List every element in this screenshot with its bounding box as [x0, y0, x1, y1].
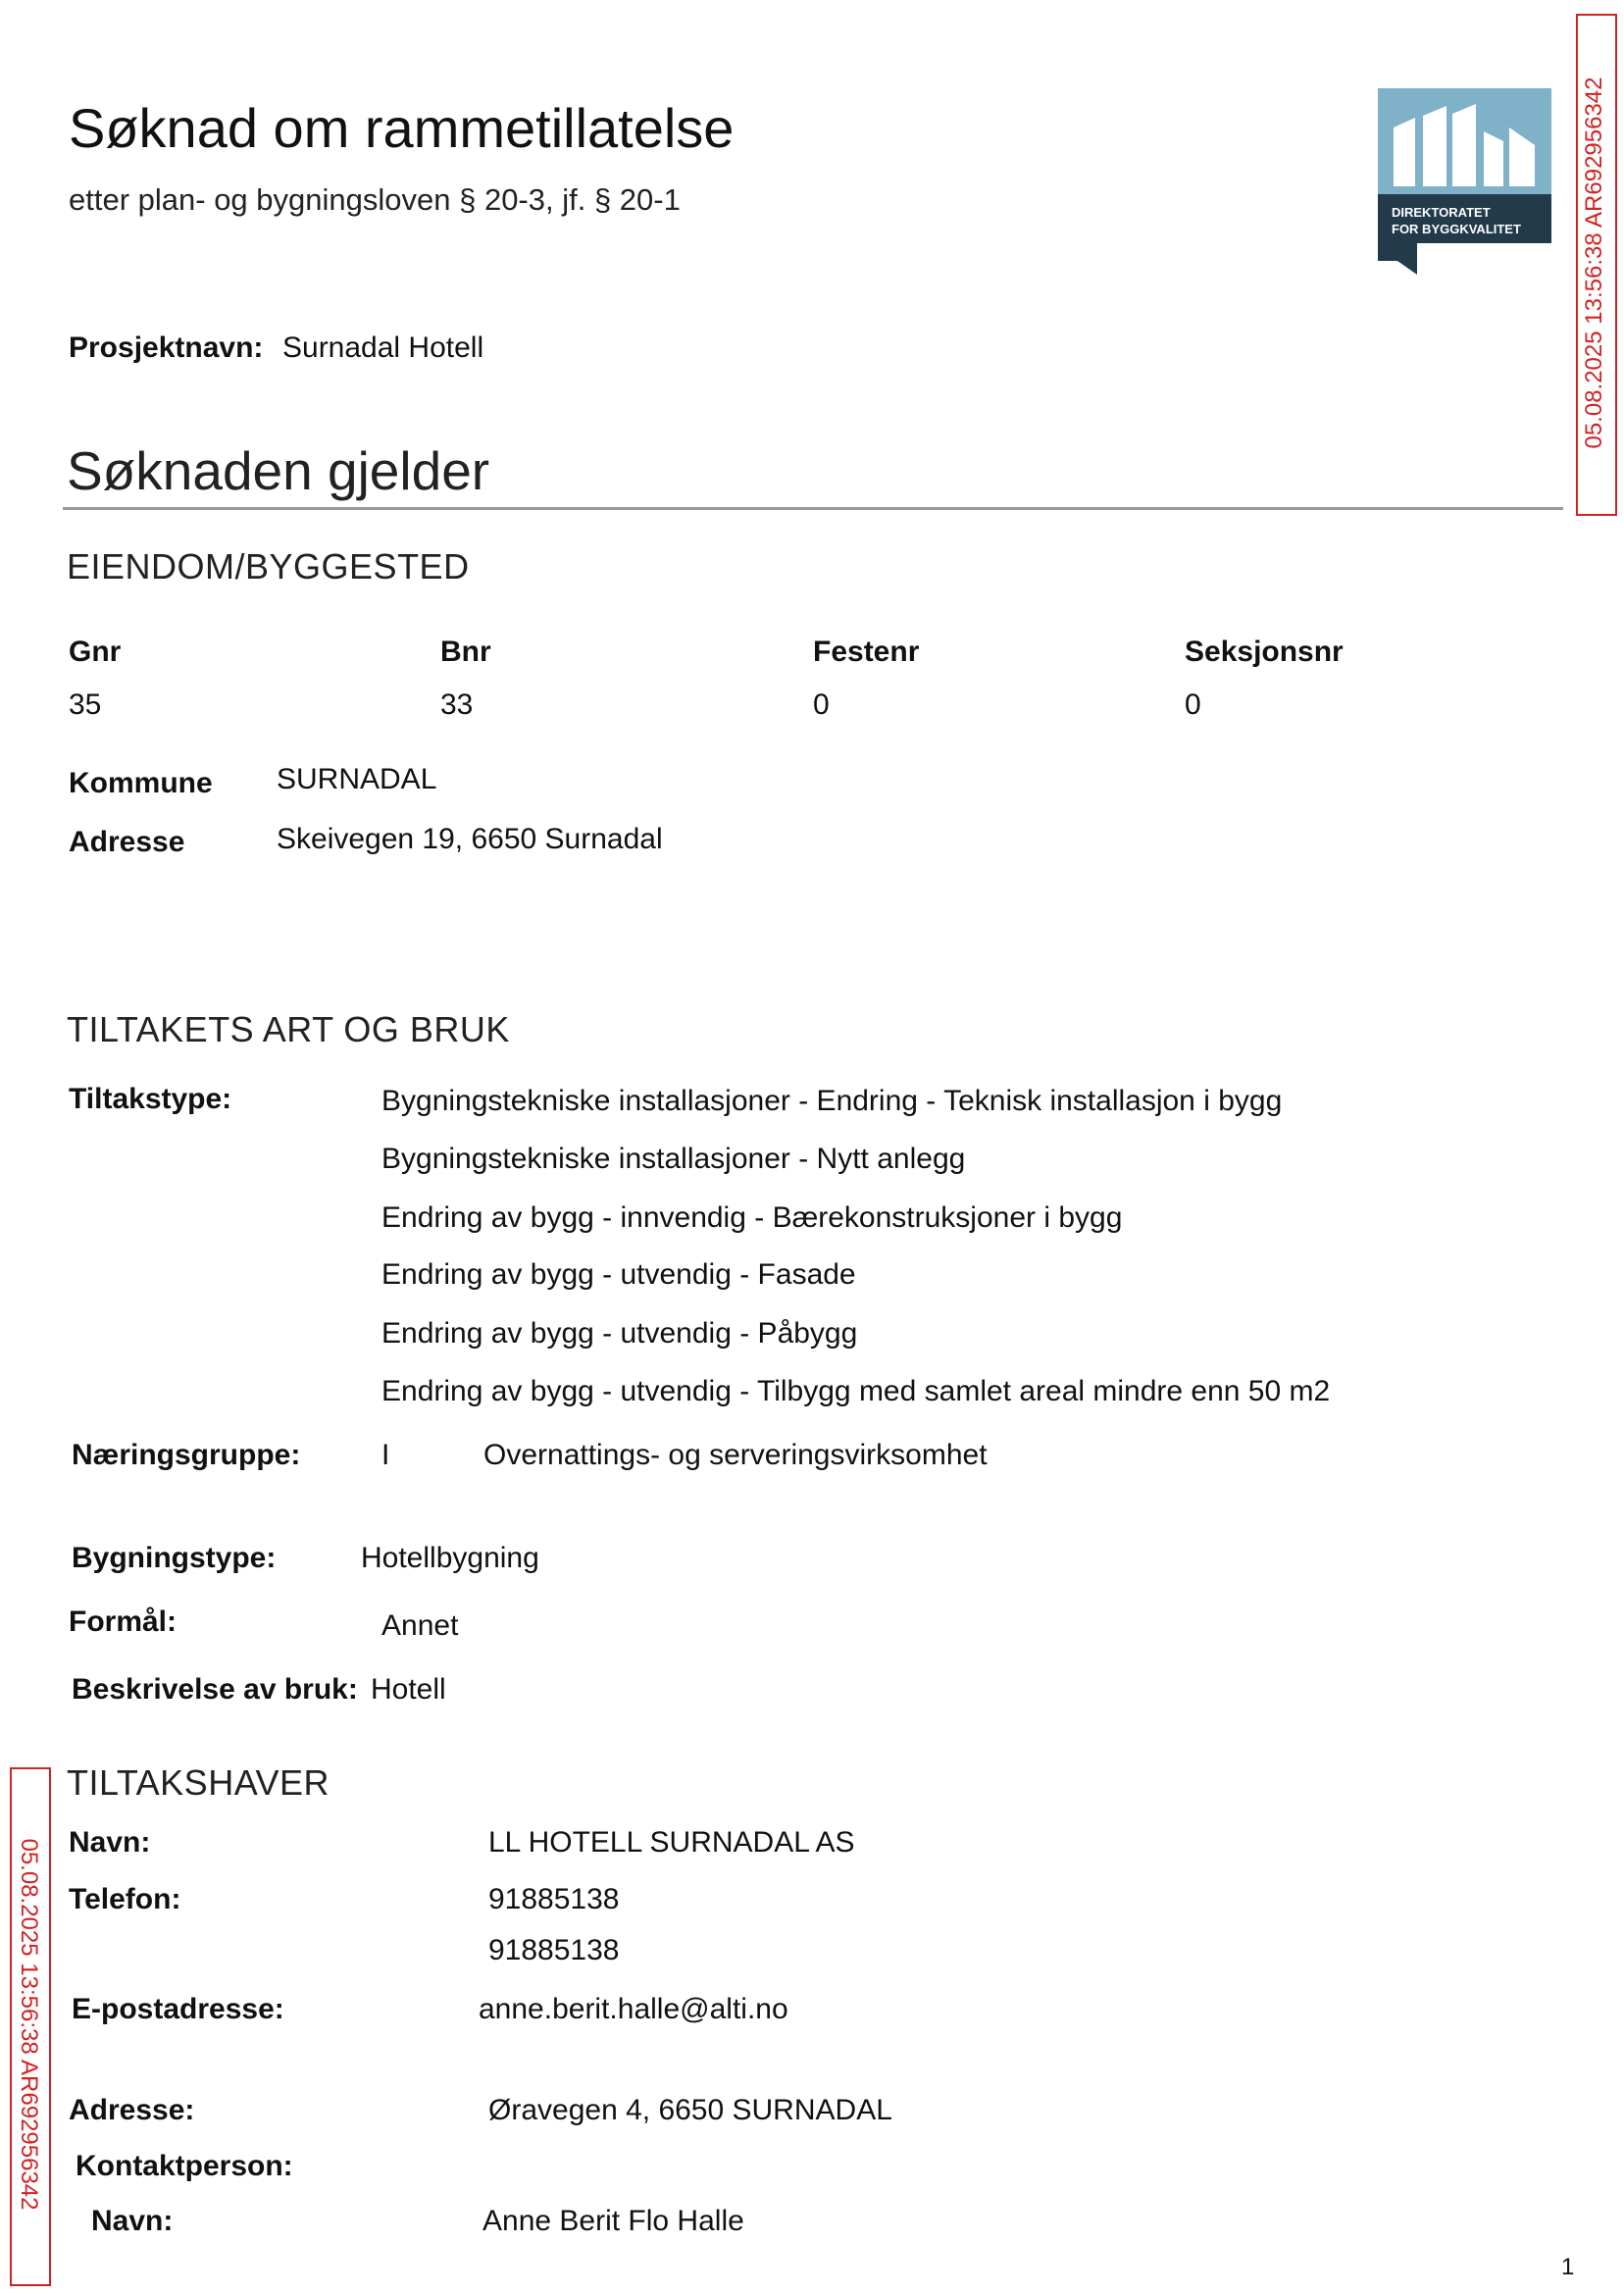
naeringsgruppe-value: Overnattings- og serveringsvirksomhet: [483, 1439, 988, 1471]
bygningstype-label: Bygningstype:: [72, 1542, 277, 1574]
bnr-label: Bnr: [440, 636, 491, 668]
owner-heading: TILTAKSHAVER: [67, 1762, 330, 1803]
seksjonsnr-label: Seksjonsnr: [1185, 636, 1344, 668]
festenr-value: 0: [813, 688, 830, 721]
adresse-label: Adresse: [69, 826, 185, 858]
left-stamp-text: 05.08.2025 13:56:38 AR692956342: [16, 1838, 42, 2211]
logo-line2: FOR BYGGKVALITET: [1392, 222, 1521, 236]
project-value: Surnadal Hotell: [282, 331, 484, 364]
right-stamp-text: 05.08.2025 13:56:38 AR692956342: [1581, 76, 1607, 449]
building-logo-icon: [1378, 88, 1551, 275]
festenr-label: Festenr: [813, 636, 920, 668]
bnr-value: 33: [440, 688, 474, 721]
owner-phone-label: Telefon:: [69, 1883, 181, 1915]
kommune-value: SURNADAL: [277, 763, 437, 795]
page-number: 1: [1561, 2254, 1575, 2280]
gnr-value: 35: [69, 688, 102, 721]
tiltakstype-label: Tiltakstype:: [69, 1083, 232, 1115]
tiltakstype-item: Endring av bygg - utvendig - Påbygg: [381, 1317, 858, 1350]
adresse-value: Skeivegen 19, 6650 Surnadal: [277, 823, 663, 855]
seksjonsnr-value: 0: [1185, 688, 1201, 721]
section-divider: [63, 507, 1563, 510]
formal-value: Annet: [381, 1609, 459, 1642]
gnr-label: Gnr: [69, 636, 122, 668]
owner-address-value: Øravegen 4, 6650 SURNADAL: [488, 2094, 892, 2126]
section-heading: Søknaden gjelder: [67, 440, 490, 501]
project-label: Prosjektnavn:: [69, 331, 264, 364]
dibk-logo: [1378, 88, 1551, 275]
owner-phone-value-2: 91885138: [488, 1934, 620, 1966]
owner-email-label: E-postadresse:: [72, 1993, 284, 2025]
bygningstype-value: Hotellbygning: [361, 1542, 539, 1574]
contact-name-value: Anne Berit Flo Halle: [482, 2205, 744, 2237]
contact-person-label: Kontaktperson:: [76, 2150, 293, 2182]
kommune-label: Kommune: [69, 767, 213, 799]
naeringsgruppe-label: Næringsgruppe:: [72, 1439, 301, 1471]
beskrivelse-label: Beskrivelse av bruk:: [72, 1673, 358, 1706]
owner-address-label: Adresse:: [69, 2094, 195, 2126]
owner-email-value: anne.berit.halle@alti.no: [479, 1993, 788, 2025]
logo-line1: DIREKTORATET: [1392, 205, 1491, 220]
owner-name-label: Navn:: [69, 1826, 151, 1859]
tiltakstype-item: Endring av bygg - utvendig - Fasade: [381, 1258, 856, 1291]
document-subtitle: etter plan- og bygningsloven § 20-3, jf. § 20-1: [69, 182, 681, 217]
tiltakstype-item: Bygningstekniske installasjoner - Nytt anlegg: [381, 1143, 966, 1175]
document-title: Søknad om rammetillatelse: [69, 97, 735, 159]
naeringsgruppe-code: I: [381, 1439, 390, 1471]
contact-name-label: Navn:: [91, 2205, 174, 2237]
tiltakstype-item: Endring av bygg - utvendig - Tilbygg med samlet areal mindre enn 50 m2: [381, 1375, 1331, 1407]
tiltakstype-item: Endring av bygg - innvendig - Bærekonstruksjoner i bygg: [381, 1201, 1123, 1234]
formal-label: Formål:: [69, 1606, 178, 1638]
owner-name-value: LL HOTELL SURNADAL AS: [488, 1826, 855, 1859]
beskrivelse-value: Hotell: [371, 1673, 446, 1706]
measure-heading: TILTAKETS ART OG BRUK: [67, 1009, 510, 1049]
tiltakstype-item: Bygningstekniske installasjoner - Endring - Teknisk installasjon i bygg: [381, 1085, 1283, 1117]
property-heading: EIENDOM/BYGGESTED: [67, 546, 470, 586]
owner-phone-value: 91885138: [488, 1883, 620, 1915]
